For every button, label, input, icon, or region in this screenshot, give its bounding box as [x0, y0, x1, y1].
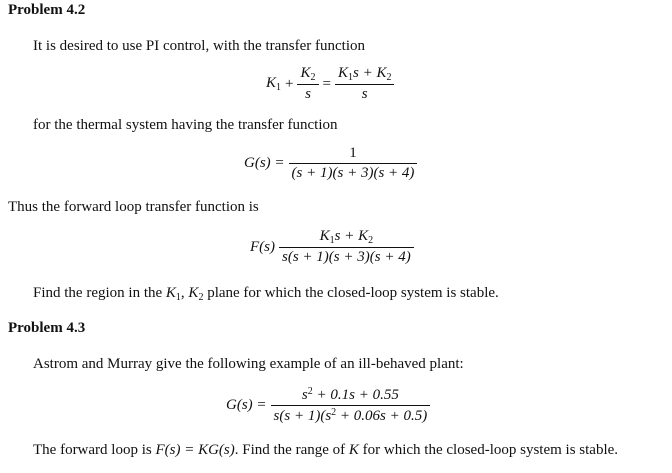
- eq4-lhs: G(s) =: [226, 397, 267, 413]
- eq3-lhs: F(s): [250, 238, 275, 255]
- problem-4-3-intro: Astrom and Murray give the following example of an ill-behaved plant:: [33, 356, 464, 372]
- problem-4-2-question: Find the region in the $K_1$, $K_2$ plane for which the closed-loop system is stable.: [33, 285, 499, 303]
- eq2-lhs: G(s) =: [244, 155, 285, 171]
- problem-4-2-heading: Problem 4.2: [8, 2, 86, 18]
- thermal-system-text: for the thermal system having the transfer function: [33, 117, 338, 133]
- ill-behaved-plant-equation: [226, 386, 430, 425]
- eq1-equals: =: [322, 75, 331, 92]
- eq1-fraction-k2-over-s: $\frac{K_2}{s}$: [297, 65, 318, 103]
- pi-controller-equation: [266, 65, 394, 103]
- eq2-fraction: $\frac{1}{(s + 1)(s + 3)(s + 4)}$: [289, 145, 418, 182]
- eq4-fraction: $\frac{s^2 + 0.1s + 0.55}{s(s + 1)(s^2 + 0.06s + 0.5)}$: [271, 386, 431, 425]
- eq1-fraction-combined: $\frac{K_1s + K_2}{s}$: [335, 65, 395, 103]
- forward-loop-equation: [250, 228, 414, 266]
- problem-4-3-question: The forward loop is F(s) = KG(s). Find the range of K for which the closed-loop system is stable.: [33, 442, 619, 458]
- plant-transfer-function-equation: [244, 145, 417, 182]
- problem-4-3-heading: Problem 4.3: [8, 320, 86, 336]
- problem-4-2-intro: It is desired to use PI control, with the transfer function: [33, 38, 366, 54]
- eq3-fraction: $\frac{K_1s + K_2}{s(s + 1)(s + 3)(s + 4)}$: [279, 228, 414, 266]
- eq1-plus: +: [285, 75, 294, 92]
- forward-loop-text: Thus the forward loop transfer function is: [8, 199, 259, 215]
- eq1-k1: $K_1$: [266, 75, 282, 93]
